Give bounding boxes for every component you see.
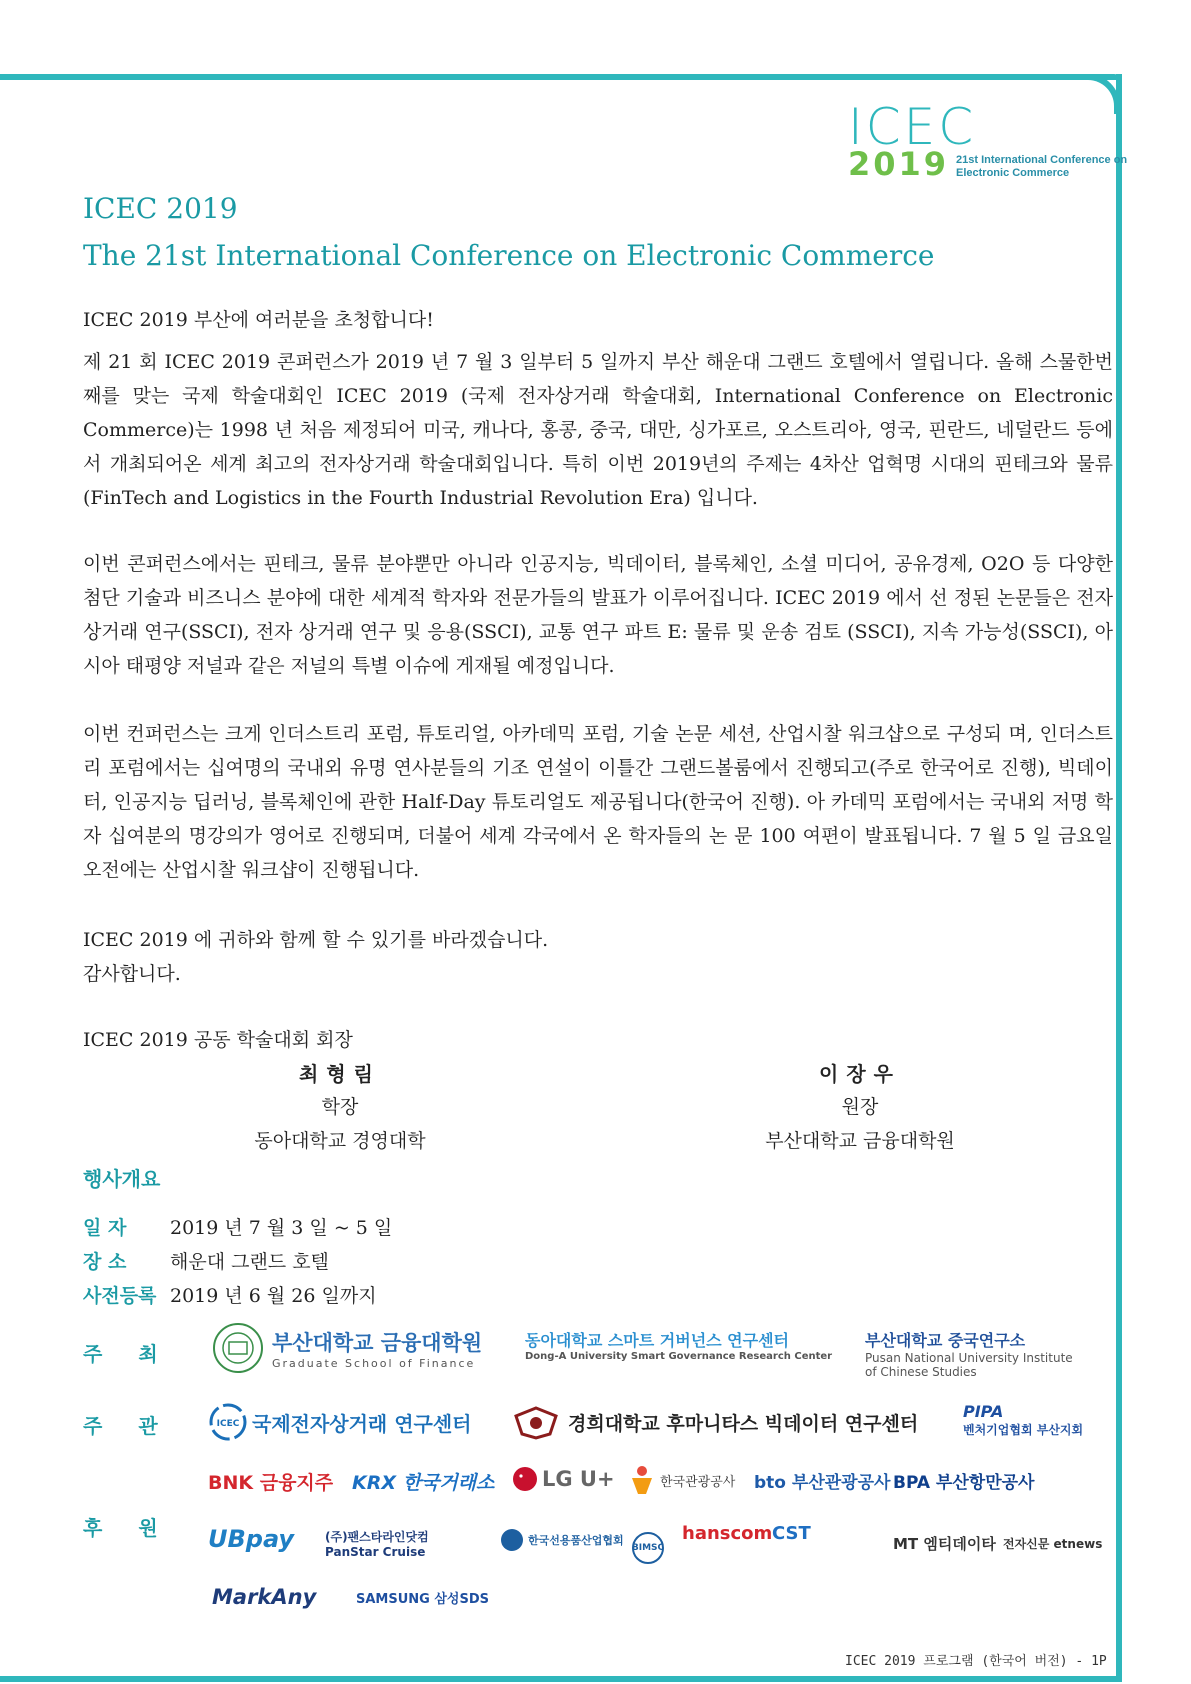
pipa-name: PIPA [963,1402,1004,1421]
signatory-right-title: 원장 [841,1096,879,1118]
paragraph-1: 제 21 회 ICEC 2019 콘퍼런스가 2019 년 7 월 3 일부터 5 일까지 부산 해운대 그랜드 호텔에서 열립니다. 올해 스물한번째를 맞는 국제 학술대회인 ICEC 2019 (국제 전자상거래 학술대회, International Conference on Electronic Commerce)는 1998 년 처음 제정되어 미국, 캐나다, 홍콩, 중국, 대만, 싱가포르, 오스트리아, 영국, 핀란드, 네덜란드 등에서 개최되어온 세계 최고의 전자상거래 학술대회입니다. 특히 이번 2019년의 주제는 4차산 업혁명 시대의 핀테크와 물류 (FinTech and Logistics in the Fourth Industrial Revolution Era) 입니다. [83,351,1113,509]
sponsor-bpa-logo: BPA 부산항만공사 [893,1473,1035,1493]
event-overview-heading: 행사개요 [83,1167,161,1191]
icec-center-name: 국제전자상거래 연구센터 [252,1411,472,1436]
svg-text:ICEC: ICEC [216,1419,240,1429]
frame-right-border [1116,74,1122,1680]
pnu-finance-name: 부산대학교 금융대학원 [272,1330,483,1355]
sponsor-bnk-logo: BNK 금융지주 [208,1472,334,1494]
sponsor-ubpay-logo: UBpay [208,1525,295,1553]
paragraph-3: 이번 컨퍼런스는 크게 인더스트리 포럼, 튜토리얼, 아카데믹 포럼, 기술 논문 세션, 산업시찰 워크샵으로 구성되 며, 인더스트리 포럼에서는 십여명의 국내외 유명 연사분들의 기조 연설이 이틀간 그랜드볼룸에서 진행되고(주로 한국어로 진행), 빅데이터, 인공지능 딥러닝, 블록체인에 관한 Half-Day 튜토리얼도 제공됩니다(한국어 진행). 아 카데믹 포럼에서는 국내외 저명 학자 십여분의 명강의가 영어로 진행되며, 더불어 세계 각국에서 온 학자들의 논 문 100 여편이 발표됩니다. 7 월 5 일 금요일 오전에는 산업시찰 워크샵이 진행됩니다. [83,723,1113,881]
sponsor-bto-logo: bto 부산관광공사 [754,1473,891,1493]
sponsor-mtdata-logo: MT 엠티데이타 [893,1535,996,1553]
lgu-text: LG U+ [542,1467,615,1491]
signatory-left-org: 동아대학교 경영대학 [254,1130,426,1152]
pnu-seal-icon [212,1322,264,1374]
event-date-value: 2019 년 7 월 3 일 ~ 5 일 [170,1217,393,1239]
sponsor-kto-logo [628,1464,735,1496]
kto-text: 한국관광공사 [660,1474,736,1490]
sponsor-hanscom-logo: hanscom [682,1523,773,1544]
greeting: ICEC 2019 부산에 여러분을 초청합니다! [83,309,434,331]
kssa-badge-icon [500,1528,524,1552]
sponsor-khu-logo [510,1404,918,1440]
frame-top-border [0,74,1120,80]
sponsor-krx-logo: KRX 한국거래소 [352,1472,495,1494]
logo-subtitle-2: Electronic Commerce [956,167,1070,179]
signatory-right-name: 이장우 [819,1062,901,1086]
event-place-label: 장 소 [83,1251,127,1273]
donga-center-name: 동아대학교 스마트 거버넌스 연구센터 [525,1331,790,1350]
sponsor-etnews-logo: 전자신문 etnews [1003,1537,1103,1551]
sponsor-panstar-logo: (주)팬스타라인닷컴 PanStar Cruise [325,1530,429,1559]
khu-center-name: 경희대학교 후마니타스 빅데이터 연구센터 [568,1412,919,1435]
sponsor-samsung-sds-logo: SAMSUNG 삼성SDS [356,1592,489,1607]
pnu-finance-english: Graduate School of Finance [272,1356,476,1370]
sponsor-cst-logo: CST [772,1523,811,1544]
logo-year-text: 2019 [848,145,950,183]
event-date-label: 일 자 [83,1217,127,1239]
sponsor-kssa-logo [500,1528,624,1552]
event-prereg-value: 2019 년 6 월 26 일까지 [170,1285,377,1307]
icec-logo [848,98,1128,183]
donga-center-english: Dong-A University Smart Governance Research Center [525,1351,833,1362]
closing-line-2: 감사합니다. [83,963,181,985]
pnu-china-english-2: of Chinese Studies [865,1365,977,1379]
doc-title: ICEC 2019 [83,192,238,225]
signatory-right-org: 부산대학교 금융대학원 [765,1130,955,1152]
lg-face-icon [512,1466,538,1492]
sponsor-bimsc-logo: BIMSC [632,1532,664,1564]
kto-figure-icon [628,1464,656,1496]
sponsor-icec-center-logo [208,1402,471,1442]
signatory-left-title: 학장 [321,1096,359,1118]
signatory-left-name: 최형림 [299,1062,381,1086]
frame-bottom-border [0,1676,1122,1682]
doc-subtitle: The 21st International Conference on Electronic Commerce [83,239,935,272]
pnu-china-english-1: Pusan National University Institute [865,1351,1073,1365]
sponsor-donga-logo [525,1328,832,1362]
sponsor-pnu-china-logo [865,1328,1073,1379]
support-label: 후원 [83,1516,194,1540]
page-footer: ICEC 2019 프로그램 (한국어 버전) - 1P [845,1654,1107,1669]
signature-heading: ICEC 2019 공동 학술대회 회장 [83,1029,353,1051]
organizer-label: 주관 [83,1414,194,1438]
host-label: 주최 [83,1342,194,1366]
logo-icec-text: ICEC [848,98,977,156]
khu-crest-icon [510,1404,562,1440]
closing-line-1: ICEC 2019 에 귀하와 함께 할 수 있기를 바라겠습니다. [83,929,549,951]
event-prereg-label: 사전등록 [83,1285,157,1307]
paragraph-2: 이번 콘퍼런스에서는 핀테크, 물류 분야뿐만 아니라 인공지능, 빅데이터, 블록체인, 소셜 미디어, 공유경제, O2O 등 다양한 첨단 기술과 비즈니스 분야에 대한 세계적 학자와 전문가들의 발표가 이루어집니다. ICEC 2019 에서 선 정된 논문들은 전자 상거래 연구(SSCI), 전자 상거래 연구 및 응용(SSCI), 교통 연구 파트 E: 물류 및 운송 검토 (SSCI), 지속 가능성(SSCI), 아시아 태평양 저널과 같은 저널의 특별 이슈에 게재될 예정입니다. [83,553,1113,677]
logo-subtitle-1: 21st International Conference on [956,154,1128,166]
pnu-china-name: 부산대학교 중국연구소 [865,1331,1026,1350]
icec-center-icon [208,1402,248,1442]
sponsor-lgu-logo [512,1466,615,1492]
sponsor-pnu-finance-logo [212,1322,482,1374]
event-place-value: 해운대 그랜드 호텔 [170,1251,329,1273]
sponsor-markany-logo: MarkAny [212,1585,317,1609]
sponsor-pipa-logo [963,1402,1083,1438]
kssa-text: 한국선용품산업협회 [528,1534,624,1547]
pipa-subname: 벤처기업협회 부산지회 [963,1423,1084,1437]
